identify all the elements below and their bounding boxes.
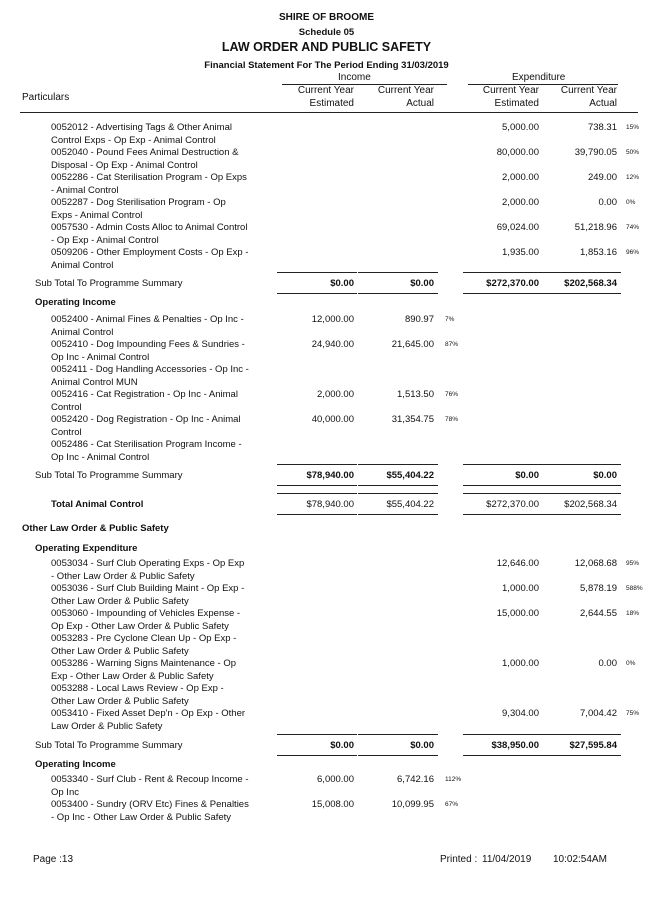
page-number: Page :13 — [33, 854, 74, 865]
total-rule — [358, 493, 438, 494]
total-rule — [543, 293, 621, 294]
row-description: Total Animal Control — [51, 499, 144, 510]
report-title: LAW ORDER AND PUBLIC SAFETY — [221, 40, 432, 54]
row-description: 0052410 - Dog Impounding Fees & Sundries - Op Inc - Animal Control — [51, 339, 245, 363]
expenditure-estimated: $272,370.00 — [486, 278, 539, 289]
total-rule — [358, 485, 438, 486]
total-rule — [543, 272, 621, 273]
income-estimated: $0.00 — [330, 740, 354, 751]
total-rule — [277, 485, 357, 486]
income-estimated: 6,000.00 — [317, 774, 354, 785]
total-rule — [543, 464, 621, 465]
total-rule — [463, 734, 543, 735]
income-actual: 21,645.00 — [391, 339, 434, 350]
expenditure-estimated: 2,000.00 — [502, 172, 539, 183]
expenditure-actual: 5,878.19 — [580, 583, 617, 594]
expenditure-percent: 0% — [626, 199, 636, 206]
expenditure-estimated: 12,646.00 — [496, 558, 539, 569]
printed-label: Printed : — [440, 854, 478, 865]
income-percent: 78% — [445, 416, 459, 423]
expenditure-group-header: Expenditure — [512, 72, 566, 83]
printed-date: 11/04/2019 — [482, 854, 532, 865]
income-actual-header: Current Year Actual — [377, 85, 434, 109]
income-actual: 6,742.16 — [397, 774, 434, 785]
income-actual: $55,404.22 — [386, 470, 434, 481]
row-description: 0053034 - Surf Club Operating Exps - Op Exp - Other Law Order & Public Safety — [51, 558, 245, 582]
row-description: 0053410 - Fixed Asset Dep'n - Op Exp - Other Law Order & Public Safety — [51, 708, 246, 732]
total-rule — [463, 293, 543, 294]
total-rule — [543, 734, 621, 735]
total-rule — [358, 293, 438, 294]
income-actual: 1,513.50 — [397, 389, 434, 400]
printed-time: 10:02:54AM — [553, 854, 607, 865]
row-description: 0052400 - Animal Fines & Penalties - Op Inc - Animal Control — [51, 314, 244, 338]
row-description: Sub Total To Programme Summary — [35, 740, 183, 751]
expenditure-estimated: 1,000.00 — [502, 658, 539, 669]
expenditure-percent: 96% — [626, 249, 640, 256]
expenditure-actual: 39,790.05 — [574, 147, 617, 158]
expenditure-percent: 588% — [626, 585, 643, 592]
total-rule — [277, 293, 357, 294]
row-description: 0052040 - Pound Fees Animal Destruction & Disposal - Op Exp - Animal Control — [51, 147, 239, 171]
expenditure-estimated: 69,024.00 — [496, 222, 539, 233]
row-description: 0053288 - Local Laws Review - Op Exp - Other Law Order & Public Safety — [51, 683, 224, 707]
row-description: 0053340 - Surf Club - Rent & Recoup Income - Op Inc — [51, 774, 249, 798]
expenditure-actual: $0.00 — [593, 470, 617, 481]
expenditure-actual: 12,068.68 — [574, 558, 617, 569]
row-description: 0052486 - Cat Sterilisation Program Income - Op Inc - Animal Control — [51, 439, 242, 463]
expenditure-actual: 2,644.55 — [580, 608, 617, 619]
row-description: 0057530 - Admin Costs Alloc to Animal Control - Op Exp - Animal Control — [51, 222, 248, 246]
expenditure-percent: 50% — [626, 149, 640, 156]
row-description: 0053036 - Surf Club Building Maint - Op Exp - Other Law Order & Public Safety — [51, 583, 245, 607]
expenditure-percent: 95% — [626, 560, 640, 567]
income-estimated: $0.00 — [330, 278, 354, 289]
row-description: 0052411 - Dog Handling Accessories - Op Inc - Animal Control MUN — [51, 364, 249, 388]
total-rule — [358, 272, 438, 273]
expenditure-actual-header: Current Year Actual — [560, 85, 617, 109]
total-rule — [463, 485, 543, 486]
expenditure-actual: $202,568.34 — [564, 499, 617, 510]
row-description: Operating Income — [35, 297, 116, 308]
income-actual: $55,404.22 — [386, 499, 434, 510]
income-actual: $0.00 — [410, 740, 434, 751]
total-rule — [463, 493, 543, 494]
expenditure-actual: 1,853.16 — [580, 247, 617, 258]
total-rule — [358, 514, 438, 515]
expenditure-percent: 74% — [626, 224, 640, 231]
expenditure-estimated: 9,304.00 — [502, 708, 539, 719]
total-rule — [277, 734, 357, 735]
expenditure-percent: 15% — [626, 124, 640, 131]
row-description: 0053283 - Pre Cyclone Clean Up - Op Exp - Other Law Order & Public Safety — [51, 633, 237, 657]
total-rule — [277, 755, 357, 756]
expenditure-actual: 0.00 — [598, 197, 617, 208]
row-description: 0052420 - Dog Registration - Op Inc - Animal Control — [51, 414, 241, 438]
income-group-header: Income — [338, 72, 371, 83]
income-percent: 7% — [445, 316, 455, 323]
total-rule — [277, 493, 357, 494]
row-description: 0053286 - Warning Signs Maintenance - Op Exp - Other Law Order & Public Safety — [51, 658, 237, 682]
expenditure-actual: $27,595.84 — [569, 740, 617, 751]
income-actual: 10,099.95 — [391, 799, 434, 810]
expenditure-estimated-header: Current Year Estimated — [482, 85, 539, 109]
expenditure-estimated: 1,935.00 — [502, 247, 539, 258]
income-percent: 87% — [445, 341, 459, 348]
expenditure-estimated: $0.00 — [515, 470, 539, 481]
income-estimated: $78,940.00 — [306, 470, 354, 481]
expenditure-estimated: 5,000.00 — [502, 122, 539, 133]
row-description: 0052286 - Cat Sterilisation Program - Op Exps - Animal Control — [51, 172, 247, 196]
expenditure-actual: $202,568.34 — [564, 278, 617, 289]
income-percent: 112% — [445, 776, 462, 783]
income-estimated: 24,940.00 — [311, 339, 354, 350]
income-percent: 67% — [445, 801, 459, 808]
income-estimated: 15,008.00 — [311, 799, 354, 810]
total-rule — [277, 514, 357, 515]
row-description: Sub Total To Programme Summary — [35, 470, 183, 481]
income-actual: 890.97 — [404, 314, 434, 325]
expenditure-estimated: 2,000.00 — [502, 197, 539, 208]
row-description: 0052012 - Advertising Tags & Other Animal Control Exps - Op Exp - Animal Control — [51, 122, 232, 146]
total-rule — [463, 464, 543, 465]
expenditure-percent: 0% — [626, 660, 636, 667]
income-actual: 31,354.75 — [391, 414, 434, 425]
total-rule — [463, 272, 543, 273]
row-description: 0052416 - Cat Registration - Op Inc - Animal Control — [51, 389, 238, 413]
total-rule — [358, 464, 438, 465]
row-description: Operating Expenditure — [35, 543, 138, 554]
income-percent: 76% — [445, 391, 459, 398]
total-rule — [358, 734, 438, 735]
total-rule — [463, 755, 543, 756]
row-description: 0053060 - Impounding of Vehicles Expense - Op Exp - Other Law Order & Public Safety — [51, 608, 241, 632]
expenditure-percent: 75% — [626, 710, 640, 717]
expenditure-estimated: $38,950.00 — [491, 740, 539, 751]
expenditure-actual: 249.00 — [587, 172, 617, 183]
row-description: Operating Income — [35, 759, 116, 770]
period-label: Financial Statement For The Period Ending 31/03/2019 — [204, 60, 449, 71]
expenditure-percent: 18% — [626, 610, 640, 617]
total-rule — [543, 493, 621, 494]
row-description: 0053400 - Sundry (ORV Etc) Fines & Penalties - Op Inc - Other Law Order & Public Safety — [51, 799, 249, 823]
expenditure-estimated: $272,370.00 — [486, 499, 539, 510]
expenditure-actual: 51,218.96 — [574, 222, 617, 233]
row-description: 0052287 - Dog Sterilisation Program - Op Exps - Animal Control — [51, 197, 226, 221]
income-estimated: 12,000.00 — [311, 314, 354, 325]
expenditure-estimated: 15,000.00 — [496, 608, 539, 619]
income-actual: $0.00 — [410, 278, 434, 289]
expenditure-actual: 738.31 — [587, 122, 617, 133]
expenditure-estimated: 1,000.00 — [502, 583, 539, 594]
total-rule — [277, 272, 357, 273]
total-rule — [543, 755, 621, 756]
income-estimated: 2,000.00 — [317, 389, 354, 400]
total-rule — [358, 755, 438, 756]
particulars-header: Particulars — [22, 92, 70, 103]
income-estimated-header: Current Year Estimated — [297, 85, 354, 109]
income-estimated: $78,940.00 — [306, 499, 354, 510]
income-estimated: 40,000.00 — [311, 414, 354, 425]
row-description: Other Law Order & Public Safety — [22, 523, 169, 534]
expenditure-actual: 0.00 — [598, 658, 617, 669]
schedule-label: Schedule 05 — [298, 27, 355, 38]
total-rule — [543, 514, 621, 515]
row-description: Sub Total To Programme Summary — [35, 278, 183, 289]
total-rule — [543, 485, 621, 486]
expenditure-estimated: 80,000.00 — [496, 147, 539, 158]
expenditure-actual: 7,004.42 — [580, 708, 617, 719]
row-description: 0509206 - Other Employment Costs - Op Exp - Animal Control — [51, 247, 249, 271]
expenditure-percent: 12% — [626, 174, 640, 181]
total-rule — [463, 514, 543, 515]
shire-name: SHIRE OF BROOME — [278, 12, 374, 23]
total-rule — [277, 464, 357, 465]
